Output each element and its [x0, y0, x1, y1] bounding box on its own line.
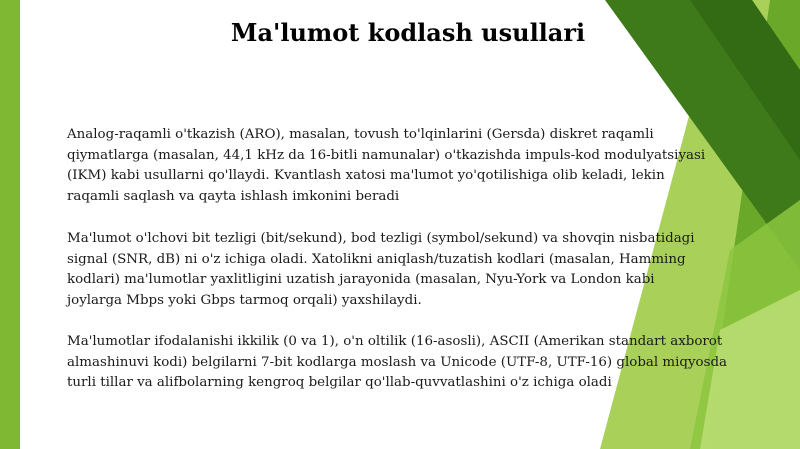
slide-title: Ma'lumot kodlash usullari [230, 18, 586, 47]
paragraph-line: Ma'lumot o'lchovi bit tezligi (bit/sekund), bod tezligi (symbol/sekund) va shovqin nisbatidagi [67, 231, 695, 246]
paragraph-line: turli tillar va alifbolarning kengroq belgilar qo'llab-quvvatlashini o'z ichiga oladi [67, 375, 612, 390]
paragraph-line: (IKM) kabi usullarni qo'llaydi. Kvantlash xatosi ma'lumot yo'qotilishiga olib keladi, lekin [67, 168, 665, 183]
paragraph-analog-digital [67, 125, 767, 207]
paragraph-line: almashinuvi kodi) belgilarni 7-bit kodlarga moslash va Unicode (UTF-8, UTF-16) global miqyosda [67, 354, 728, 370]
paragraph-line: raqamli saqlash va qayta ishlash imkonini beradi [67, 188, 400, 204]
paragraph-line: Ma'lumotlar ifodalanishi ikkilik (0 va 1), o'n oltilik (16-asosli), ASCII (Amerikan standart axborot [67, 334, 723, 349]
paragraph-line: signal (SNR, dB) ni o'z ichiga oladi. Xatolikni aniqlash/tuzatish kodlari (masalan, Hamming [67, 251, 686, 267]
paragraph-line: qiymatlarga (masalan, 44,1 kHz da 16-bitli namunalar) o'tkazishda impuls-kod modulyatsiyasi [67, 147, 706, 163]
paragraph-measurement [67, 229, 767, 311]
paragraph-representation [67, 332, 767, 394]
paragraph-line: kodlari) ma'lumotlar yaxlitligini uzatish jarayonida (masalan, Nyu-York va London kabi [67, 272, 655, 287]
paragraph-line: Analog-raqamli o'tkazish (ARO), masalan, tovush to'lqinlarini (Gersda) diskret raqamli [67, 127, 654, 142]
paragraph-line: joylarga Mbps yoki Gbps tarmoq orqali) yaxshilaydi. [67, 292, 422, 308]
left-accent-bar [0, 0, 20, 449]
